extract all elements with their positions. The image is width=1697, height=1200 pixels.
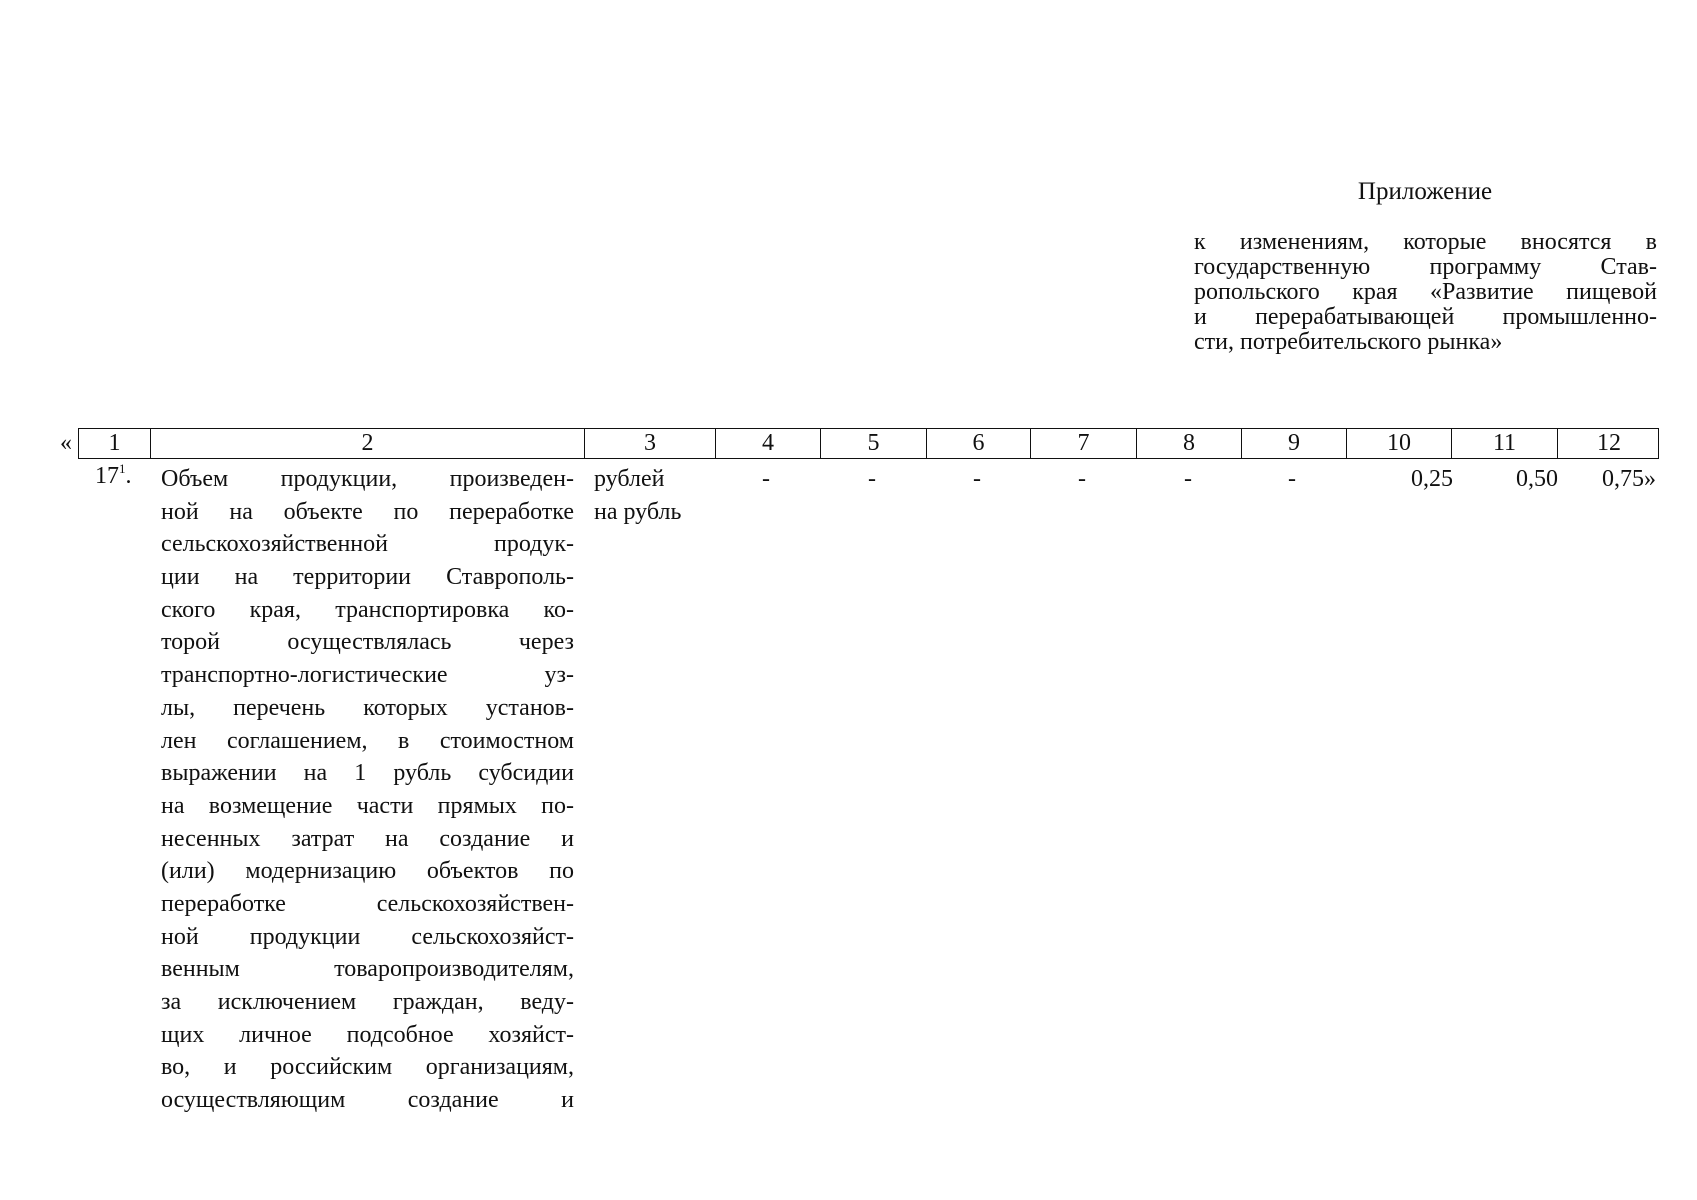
appendix-line: и перерабатывающей промышленно- xyxy=(1194,304,1657,330)
header-cell: 6 xyxy=(926,429,1030,458)
value-cell: - xyxy=(762,466,770,492)
header-cell: 2 xyxy=(150,429,584,458)
description-line: во, и российским организациям, xyxy=(161,1054,574,1081)
description-line: щих личное подсобное хозяйст- xyxy=(161,1021,574,1048)
row-description xyxy=(161,463,574,1117)
appendix-line: государственную программу Став- xyxy=(1194,254,1657,280)
header-cell: 1 xyxy=(108,430,121,456)
description-line: выражении на 1 рубль субсидии xyxy=(161,760,574,787)
appendix-line: к изменениям, которые вносятся в xyxy=(1194,229,1657,255)
header-cell: 12 xyxy=(1557,429,1660,458)
appendix-subtitle xyxy=(1194,230,1657,355)
description-line: ной продукции сельскохозяйст- xyxy=(161,923,574,950)
description-line: лен соглашением, в стоимостном xyxy=(161,727,574,754)
value-cell: - xyxy=(868,466,876,492)
description-line: сельскохозяйственной продук- xyxy=(161,531,574,558)
description-line: за исключением граждан, веду- xyxy=(161,989,574,1015)
row-number-sup: 1 xyxy=(119,461,126,476)
unit-line: рублей xyxy=(594,466,665,492)
row-number-suffix: . xyxy=(125,463,132,489)
value-cell: - xyxy=(1288,466,1296,492)
unit-line: на рубль xyxy=(594,498,682,525)
description-line: ского края, транспортировка ко- xyxy=(161,596,574,623)
description-line: ции на территории Ставрополь- xyxy=(161,564,574,591)
description-line: лы, перечень которых установ- xyxy=(161,694,574,721)
appendix-line: ропольского края «Развитие пищевой xyxy=(1194,279,1657,305)
header-cell: 8 xyxy=(1136,429,1241,458)
value-cell: - xyxy=(973,466,981,492)
header-cell: 4 xyxy=(715,429,820,458)
description-line: торой осуществлялась через xyxy=(161,629,574,656)
value-cell: - xyxy=(1078,466,1086,492)
description-line: осуществляющим создание и xyxy=(161,1087,574,1114)
header-cell: 9 xyxy=(1241,429,1346,458)
header-cell: 10 xyxy=(1346,429,1451,458)
row-number-main: 17 xyxy=(95,463,119,489)
value-cell: - xyxy=(1184,466,1192,492)
description-line: на возмещение части прямых по- xyxy=(161,792,574,819)
appendix-line: сти, потребительского рынка» xyxy=(1194,329,1503,355)
description-line: несенных затрат на создание и xyxy=(161,825,574,852)
value-cell: 0,25 xyxy=(1411,466,1453,492)
row-number xyxy=(95,463,132,490)
value-cell: 0,75» xyxy=(1602,466,1656,492)
header-cell: 7 xyxy=(1030,429,1136,458)
description-line: (или) модернизацию объектов по xyxy=(161,858,574,885)
table-header-row xyxy=(78,428,1659,459)
description-line: транспортно-логистические уз- xyxy=(161,662,574,689)
header-cell: 11 xyxy=(1451,429,1557,458)
appendix-title: Приложение xyxy=(1357,178,1493,205)
description-line: ной на объекте по переработке xyxy=(161,498,574,525)
description-line: венным товаропроизводителям, xyxy=(161,956,574,983)
row-unit xyxy=(594,463,681,528)
open-quote: « xyxy=(60,430,72,456)
header-cell: 5 xyxy=(820,429,926,458)
description-line: переработке сельскохозяйствен- xyxy=(161,890,574,917)
header-cell: 3 xyxy=(584,429,715,458)
value-cell: 0,50 xyxy=(1516,466,1558,492)
description-line: Объем продукции, произведен- xyxy=(161,466,574,492)
